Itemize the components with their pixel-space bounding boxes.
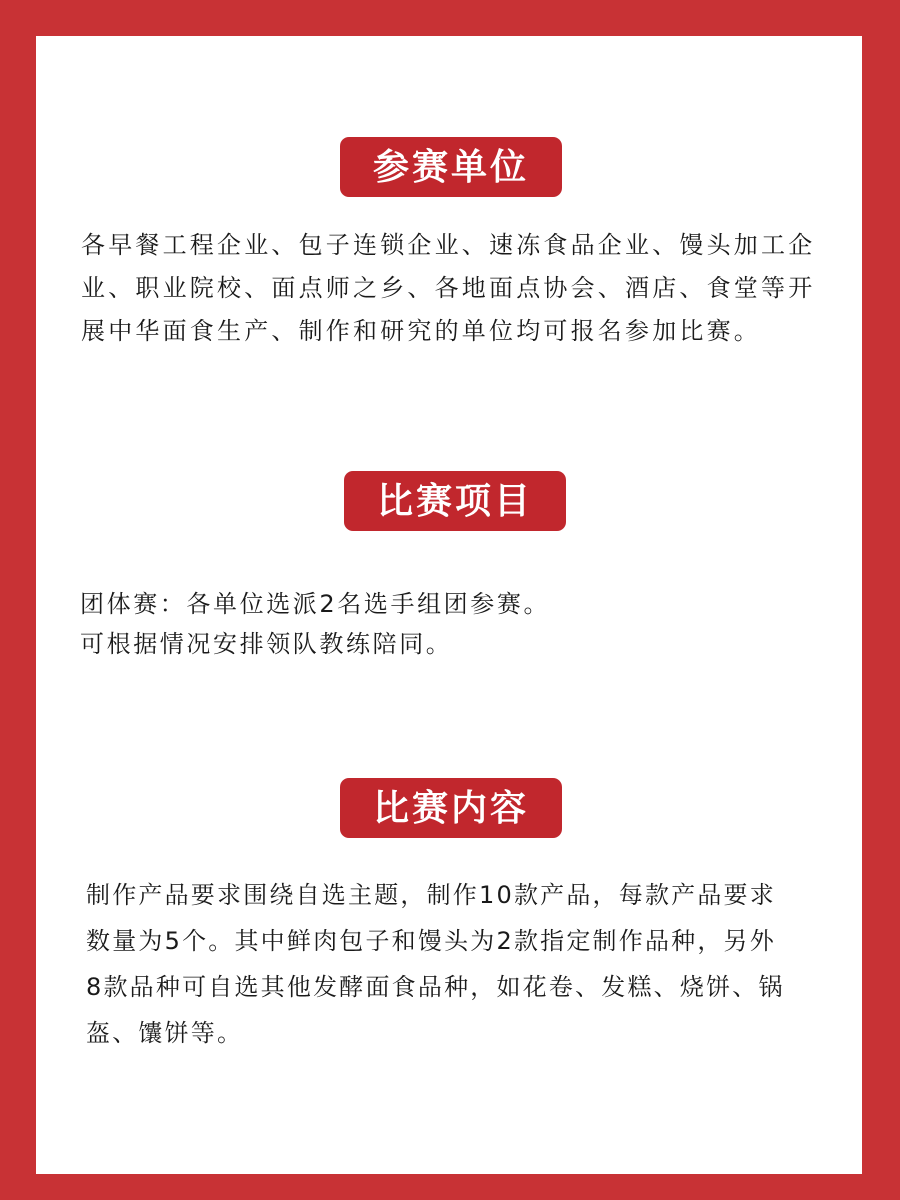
- paragraph-line: 制作产品要求围绕自选主题，制作10款产品，每款产品要求: [86, 881, 776, 909]
- paragraph-line: 团体赛：各单位选派2名选手组团参赛。: [80, 590, 551, 618]
- section-title-content: 比赛内容: [340, 778, 562, 838]
- section-title-events: 比赛项目: [344, 471, 566, 531]
- content-card: [36, 36, 862, 1174]
- paragraph-line: 业、职业院校、面点师之乡、各地面点协会、酒店、食堂等开: [81, 274, 816, 302]
- paragraph-line: 展中华面食生产、制作和研究的单位均可报名参加比赛。: [81, 317, 761, 345]
- section-title-participants: 参赛单位: [340, 137, 562, 197]
- paragraph-line: 盔、馕饼等。: [86, 1019, 244, 1047]
- paragraph-line: 可根据情况安排领队教练陪同。: [80, 630, 453, 658]
- content-paragraph: [86, 872, 822, 1056]
- paragraph-line: 各早餐工程企业、包子连锁企业、速冻食品企业、馒头加工企: [81, 231, 816, 259]
- participants-paragraph: [81, 224, 821, 353]
- paragraph-line: 8款品种可自选其他发酵面食品种，如花卷、发糕、烧饼、锅: [86, 973, 785, 1001]
- events-paragraph: [80, 584, 820, 664]
- paragraph-line: 数量为5个。其中鲜肉包子和馒头为2款指定制作品种，另外: [86, 927, 776, 955]
